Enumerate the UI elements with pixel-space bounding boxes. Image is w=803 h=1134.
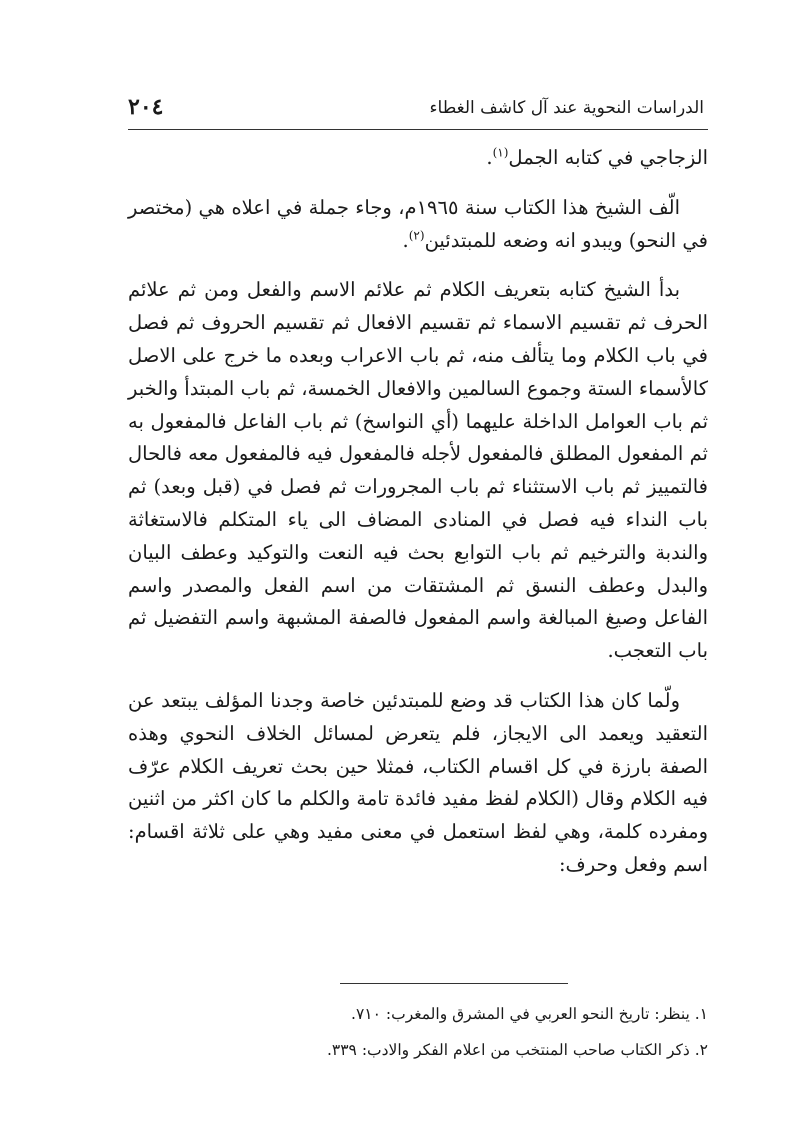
paragraph-1-end: . (486, 146, 493, 169)
footnote-ref-1: (١) (492, 145, 509, 160)
footnote-1: ١. ينظر: تاريخ النحو العربي في المشرق والمغرب: ٧١٠. (351, 1005, 708, 1023)
header-rule (128, 129, 708, 130)
paragraph-1-text: الزجاجي في كتابه الجمل (508, 146, 708, 169)
paragraph-1 (128, 142, 708, 175)
paragraph-4: ولّما كان هذا الكتاب قد وضع للمبتدئين خاصة وجدنا المؤلف يبتعد عن التعقيد ويعمد الى الايجاز، فلم يتعرض لمسائل الخلاف النحوي وهذه الصفة بارزة في كل اقسام الكتاب، فمثلا حين بحث تعريف الكلام عرّف فيه الكلام وقال (الكلام لفظ مفيد فائدة تامة والكلم ما كان اكثر من اثنين ومفرده كلمة، وهي لفظ استعمل في معنى مفيد وهي على ثلاثة اقسام: اسم وفعل وحرف: (128, 688, 708, 876)
running-title: الدراسات النحوية عند آل كاشف الغطاء (429, 98, 704, 118)
paragraph-2 (128, 192, 708, 258)
footnote-ref-2: (٢) (408, 228, 425, 243)
footnote-separator (340, 983, 568, 984)
paragraph-3: بدأ الشيخ كتابه بتعريف الكلام ثم علائم الاسم والفعل ومن ثم علائم الحرف ثم تقسيم الاسماء ثم تقسيم الافعال ثم تقسيم الحروف ثم فصل في باب الكلام وما يتألف منه، ثم باب الاعراب وبعده ما خرج على الاصل كالأسماء الستة وجموع السالمين والافعال الخمسة، ثم باب المبتدأ والخبر ثم باب العوامل الداخلة عليهما (أي النواسخ) ثم باب الفاعل فالمفعول به ثم المفعول المطلق فالمفعول لأجله فالمفعول فيه فالمفعول معه فالحال فالتمييز ثم باب الاستثناء ثم باب المجرورات ثم فصل في (قبل وبعد) ثم باب النداء فيه فصل في المنادى المضاف الى ياء المتكلم فالاستغاثة والندبة والترخيم ثم باب التوابع بحث فيه النعت والتوكيد وعطف البيان والبدل وعطف النسق ثم المشتقات من اسم الفعل والمصدر واسم الفاعل وصيغ المبالغة واسم المفعول فالصفة المشبهة واسم التفضيل ثم باب التعجب. (128, 278, 708, 663)
paragraph-2-end: . (402, 228, 409, 252)
footnote-2: ٢. ذكر الكتاب صاحب المنتخب من اعلام الفكر والادب: ٣٣٩. (326, 1041, 708, 1059)
page-number: ٢٠٤ (128, 94, 164, 120)
paragraph-2-text: الّف الشيخ هذا الكتاب سنة ١٩٦٥م، وجاء جملة في اعلاه هي (مختصر في النحو) ويبدو انه وضعه للمبتدئين (128, 195, 708, 252)
page-header (128, 92, 708, 128)
footnotes (128, 996, 708, 1068)
body-text (128, 140, 708, 899)
